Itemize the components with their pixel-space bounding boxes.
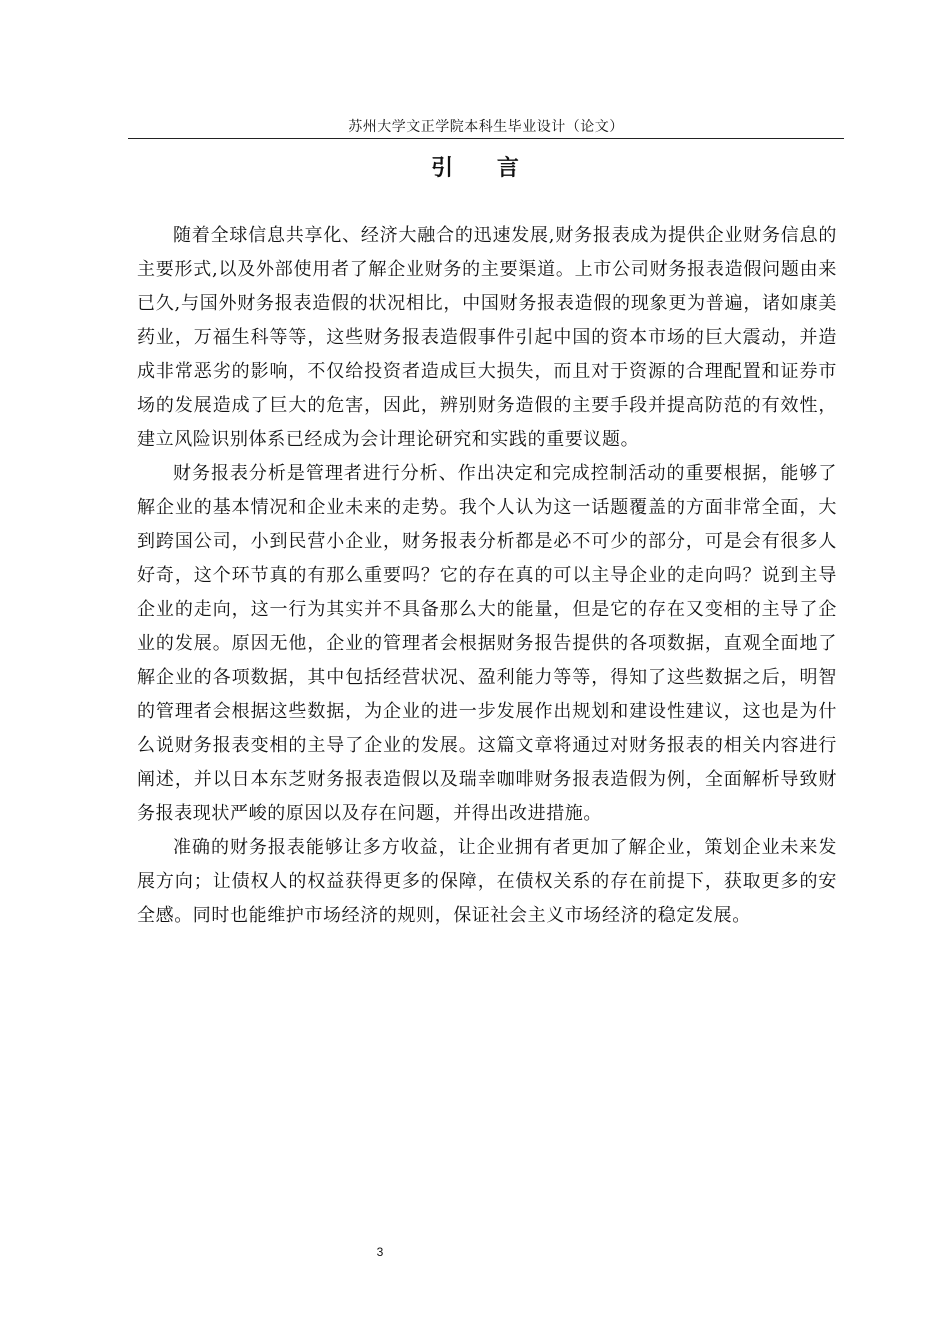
page-number: 3 [376,1245,384,1259]
paragraph-3: 准确的财务报表能够让多方收益，让企业拥有者更加了解企业，策划企业未来发展方向；让债权人的权益获得更多的保障，在债权关系的存在前提下，获取更多的安全感。同时也能维护市场经济的规则，保证社会主义市场经济的稳定发展。 [137,837,837,926]
paragraph-1: 随着全球信息共享化、经济大融合的迅速发展,财务报表成为提供企业财务信息的主要形式,以及外部使用者了解企业财务的主要渠道。上市公司财务报表造假问题由来已久,与国外财务报表造假的状况相比，中国财务报表造假的现象更为普遍，诸如康美药业，万福生科等等，这些财务报表造假事件引起中国的资本市场的巨大震动，并造成非常恶劣的影响，不仅给投资者造成巨大损失，而且对于资源的合理配置和证券市场的发展造成了巨大的危害，因此，辨别财务造假的主要手段并提高防范的有效性，建立风险识别体系已经成为会计理论研究和实践的重要议题。 [137,225,837,450]
header-text: 苏州大学文正学院本科生毕业设计（论文） [348,119,624,135]
page-header [128,118,844,139]
paragraph-2: 财务报表分析是管理者进行分析、作出决定和完成控制活动的重要根据，能够了解企业的基本情况和企业未来的走势。我个人认为这一话题覆盖的方面非常全面，大到跨国公司，小到民营小企业，财务报表分析都是必不可少的部分，可是会有很多人好奇，这个环节真的有那么重要吗？它的存在真的可以主导企业的走向吗？说到主导企业的走向，这一行为其实并不具备那么大的能量，但是它的存在又变相的主导了企业的发展。原因无他，企业的管理者会根据财务报告提供的各项数据，直观全面地了解企业的各项数据，其中包括经营状况、盈利能力等等，得知了这些数据之后，明智的管理者会根据这些数据，为企业的进一步发展作出规划和建设性建议，这也是为什么说财务报表变相的主导了企业的发展。这篇文章将通过对财务报表的相关内容进行阐述，并以日本东芝财务报表造假以及瑞幸咖啡财务报表造假为例，全面解析导致财务报表现状严峻的原因以及存在问题，并得出改进措施。 [137,463,837,824]
body-text [137,219,837,933]
page-title: 引 言 [431,156,537,181]
